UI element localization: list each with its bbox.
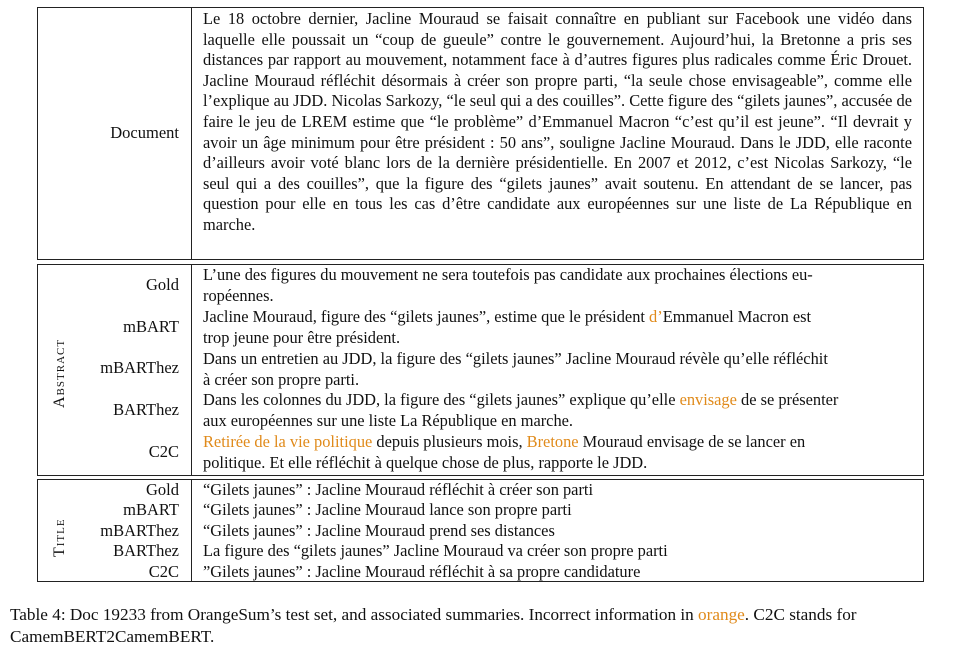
abstract-barthez-line2: aux européennes sur une liste La République en marche. (203, 411, 574, 430)
caption-orange-word: orange (698, 605, 745, 624)
column-divider (191, 480, 192, 581)
abstract-label-gold: Gold (146, 275, 179, 294)
column-divider (191, 8, 192, 259)
abstract-label-barthez: BARThez (113, 400, 179, 419)
title-label-c2c: C2C (148, 562, 179, 581)
abstract-mbarthez-line2: à créer son propre parti. (203, 370, 360, 389)
title-c2c-text: ”Gilets jaunes” : Jacline Mouraud réfléchit à sa propre candidature (203, 562, 641, 581)
error-highlight: d’ (649, 307, 663, 326)
title-label-barthez: BARThez (113, 541, 179, 560)
abstract-label-mbarthez: mBARThez (100, 358, 179, 377)
abstract-box (37, 264, 924, 476)
title-gold-text: “Gilets jaunes” : Jacline Mouraud réfléchit à créer son parti (203, 480, 594, 499)
title-mbart-text: “Gilets jaunes” : Jacline Mouraud lance son propre parti (203, 500, 572, 519)
title-barthez-text: La figure des “gilets jaunes” Jacline Mouraud va créer son propre parti (203, 541, 668, 560)
title-box (37, 479, 924, 582)
title-section-label: Title (51, 518, 68, 557)
error-highlight: Bretone (526, 432, 579, 451)
abstract-c2c-line2: politique. Et elle réfléchit à quelque chose de plus, rapporte le JDD. (203, 453, 648, 472)
abstract-c2c-line1: Retirée de la vie politique depuis plusieurs mois, Bretone Mouraud envisage de se lancer en (203, 432, 806, 451)
abstract-gold-line1: L’une des figures du mouvement ne sera toutefois pas candidate aux prochaines élections eu- (203, 265, 813, 284)
title-label-gold: Gold (146, 480, 179, 499)
abstract-barthez-line1: Dans les colonnes du JDD, la figure des “gilets jaunes” explique qu’elle envisage de se présenter (203, 390, 839, 409)
column-divider (191, 265, 192, 475)
abstract-gold-line2: ropéennes. (203, 286, 274, 305)
document-text: Le 18 octobre dernier, Jacline Mouraud se faisait connaître en publiant sur Facebook une vidéo dans laquelle elle poussait un “coup de gueule” contre le gouvernement. Aujourd’hui, la Bretonne a pris ses distances par rapport au mouvement, notamment face à d’autres figures plus radicales comme Éric Drouet. Jacline Mouraud réfléchit désormais à créer son propre parti, “la seule chose envisageable”, comme elle l’explique au JDD. Nicolas Sarkozy, “le seul qui a des couilles”. Cette figure des “gilets jaunes”, accusée de faire le jeu de LREM estime que “le problème” d’Emmanuel Macron “c’est qu’il est jeune”. “Il devrait y avoir un âge minimum pour être président : 50 ans”, souligne Jacline Mouraud. Dans le JDD, elle raconte d’ailleurs avoir voté blanc lors de la dernière présidentielle. En 2007 et 2012, c’est Nicolas Sarkozy, “le seul qui a des couilles”, que la figure des “gilets jaunes” avait soutenu. En attendant de se lancer, pas question pour elle en tous les cas d’être candidate aux européennes sur une liste de La République en marche. (203, 9, 912, 234)
abstract-mbart-line1: Jacline Mouraud, figure des “gilets jaunes”, estime que le président d’Emmanuel Macron est (203, 307, 812, 326)
abstract-label-mbart: mBART (123, 317, 179, 336)
title-mbarthez-text: “Gilets jaunes” : Jacline Mouraud prend ses distances (203, 521, 555, 540)
document-box (37, 7, 924, 260)
table-caption: Table 4: Doc 19233 from OrangeSum’s test set, and associated summaries. Incorrect information in orange. C2C stands for CamemBERT2CamemBERT. (10, 605, 857, 646)
error-highlight: envisage (679, 390, 737, 409)
abstract-label-c2c: C2C (148, 442, 179, 461)
error-highlight: Retirée de la vie politique (203, 432, 373, 451)
abstract-mbart-line2: trop jeune pour être président. (203, 328, 401, 347)
title-label-mbart: mBART (123, 500, 179, 519)
abstract-mbarthez-line1: Dans un entretien au JDD, la figure des “gilets jaunes” Jacline Mouraud révèle qu’elle réfléchit (203, 349, 828, 368)
document-label: Document (110, 123, 179, 142)
abstract-section-label: Abstract (51, 338, 68, 408)
title-label-mbarthez: mBARThez (100, 521, 179, 540)
